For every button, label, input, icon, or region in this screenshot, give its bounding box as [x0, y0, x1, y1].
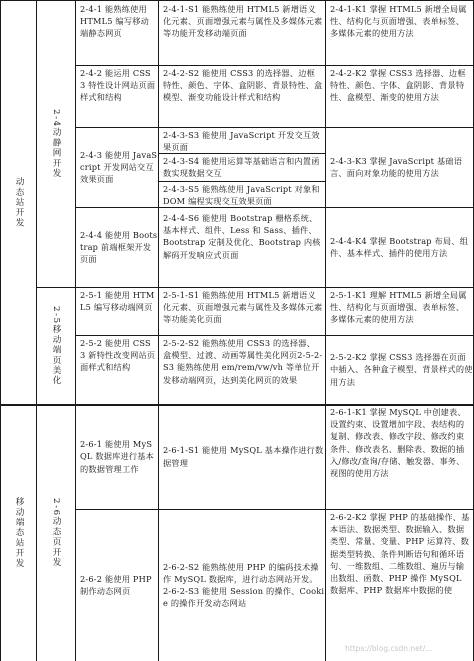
row-line — [36, 287, 474, 288]
knowledge-cell: 2-4-4-K4 掌握 Bootstrap 布局、组件、基本样式、插件的使用方法 — [330, 235, 469, 258]
area-cell-2 — [1, 404, 37, 661]
row-line — [0, 404, 474, 406]
item-cell: 2-5-1-S1 能熟练使用 HTML5 新增语义化元素、页面增强元素与属性及多媒体元素等功能美化页面 — [163, 290, 323, 325]
row-line — [158, 153, 326, 154]
skill-cell-wrap — [76, 509, 159, 661]
group-label: 2-6动态页开发 — [51, 497, 61, 568]
item-cell: 2-5-2-S2 能熟练使用 CSS3 的选择器、盒模型、过渡、动画等属性美化网页2-5-2-S3 能熟练使用 em/rem/vw/vh 等单位开发移动端网页，达到美化网页的效果 — [163, 338, 323, 385]
table-border-left — [0, 0, 1, 661]
item-cell: 2-4-3-S3 能使用 JavaScript 开发交互效果页面 — [163, 130, 320, 153]
knowledge-cell: 2-4-3-K3 掌握 JavaScript 基础语言、面向对象功能的使用方法 — [330, 155, 463, 178]
knowledge-cell: 2-6-2-K2 掌握 PHP 的基础操作、基本语法、数据类型、数据输入、数据类型、常量、变量、PHP 运算符、数据类型转换、条件判断语句和循环语句、一维数组、二维数组、遍历与输出数组、函数、PHP 操作 MySQL 数据库、PHP 数据库中数据的使 — [330, 512, 470, 596]
knowledge-cell: 2-4-2-K2 掌握 CSS3 选择器、边框特性、颜色、字体、盒阴影、背景特性、盒模型、渐变的使用方法 — [330, 68, 466, 103]
area-label: 移动端态站开发 — [14, 496, 24, 569]
item-cell-wrap — [159, 404, 326, 509]
skill-cell: 2-6-2 能使用 PHP 制作动态网页 — [80, 573, 152, 596]
group-cell-2-4 — [37, 1, 75, 287]
item-cell: 2-6-1-S1 能使用 MySQL 基本操作进行数据管理 — [163, 445, 324, 468]
skill-cell-wrap — [76, 127, 159, 207]
item-cell: 2-6-2-S3 能使用 Session 的操作、Cookie 的操作开发动态网站 — [163, 586, 325, 609]
skill-cell: 2-6-1 能使用 MySQL 数据库进行基本的数据管理工作 — [80, 439, 155, 474]
knowledge-cell: 2-4-1-K1 掌握 HTML5 新增全局属性、结构化与页面增强、表单标签、多媒体元素的使用方法 — [330, 4, 467, 39]
item-cell: 2-4-1-S1 能熟练使用 HTML5 新增语义化元素、页面增强元素与属性及多媒体元素等功能开发移动端页面 — [163, 4, 323, 39]
knowledge-cell: 2-6-1-K1 掌握 MySQL 中创建表、设置约束、设置增加字段、表结构的复制、修改表、修改字段、修改约束条件、修改表名、删除表、数据的插入/修改/查询/存储、触发器、事务、视图的使用方法 — [330, 407, 466, 479]
area-cell-1 — [1, 1, 37, 404]
knowledge-cell: 2-5-1-K1 理解 HTML5 新增全局属性、结构化与页面增强、表单标签、多媒体元素的使用方法 — [330, 290, 467, 325]
group-cell-2-6 — [37, 404, 75, 661]
col-line — [325, 0, 326, 661]
knowledge-cell-wrap — [326, 207, 473, 287]
knowledge-cell-wrap — [326, 335, 473, 404]
knowledge-cell: 2-5-2-K2 掌握 CSS3 选择器在页面中插入、各种盒子模型、背景样式的使用方法 — [330, 352, 473, 387]
row-line — [75, 509, 474, 510]
table-border-top — [0, 0, 474, 1]
watermark: https://blog.csdn.net/... — [345, 644, 433, 653]
item-cell: 2-6-2-S2 能熟练使用 PHP 的编码技术操作 MySQL 数据库，进行动态网站开发。 — [163, 561, 319, 584]
skill-cell: 2-4-3 能使用 JavaScript 开发网站交互效果页面 — [80, 149, 158, 185]
item-cell: 2-4-4-S6 能使用 Bootstrap 栅格系统、基本样式、组件、Less 和 Sass、插件、Bootstrap 定制及优化、Bootstrap 内核解码开发响应式页面 — [163, 213, 321, 260]
skill-cell-wrap — [76, 404, 159, 509]
skill-cell: 2-5-2 能使用 CSS3 新特性改变网站页面样式和结构 — [80, 338, 156, 373]
col-line — [75, 0, 76, 661]
item-cell-wrap — [159, 509, 326, 661]
col-line — [158, 0, 159, 661]
skill-cell: 2-4-1 能熟练使用 HTML5 编写移动端静态网页 — [80, 4, 149, 39]
knowledge-cell-wrap — [326, 127, 473, 207]
item-cell: 2-4-2-S2 能使用 CSS3 的选择器、边框特性、颜色、字体、盒阴影、背景特性、盒模型、渐变功能设计样式和结构 — [163, 68, 323, 103]
row-line — [75, 65, 474, 66]
skill-cell-wrap — [76, 207, 159, 287]
row-line — [75, 335, 474, 336]
skill-cell: 2-5-1 能使用 HTML5 编写移动端网页 — [80, 290, 155, 313]
skill-cell: 2-4-2 能运用 CSS3 特性设计网站页面样式和结构 — [80, 68, 156, 103]
group-label: 2-5移动端页美化 — [51, 305, 61, 386]
group-cell-2-5 — [37, 287, 75, 404]
item-cell: 2-4-3-S5 能熟练使用 JavaScript 对象和 DOM 编程实现交互效果页面 — [163, 184, 320, 207]
row-line — [158, 181, 326, 182]
item-cell: 2-4-3-S4 能使用运算等基础语言和内置函数实现数据交互 — [163, 156, 320, 179]
group-label: 2-4动静网开发 — [51, 109, 61, 179]
area-label: 动态站开发 — [14, 177, 24, 228]
row-line — [75, 207, 474, 208]
row-line — [75, 127, 474, 128]
col-line — [36, 0, 37, 661]
skill-cell: 2-4-4 能使用 Bootstrap 前端框架开发页面 — [80, 229, 158, 265]
